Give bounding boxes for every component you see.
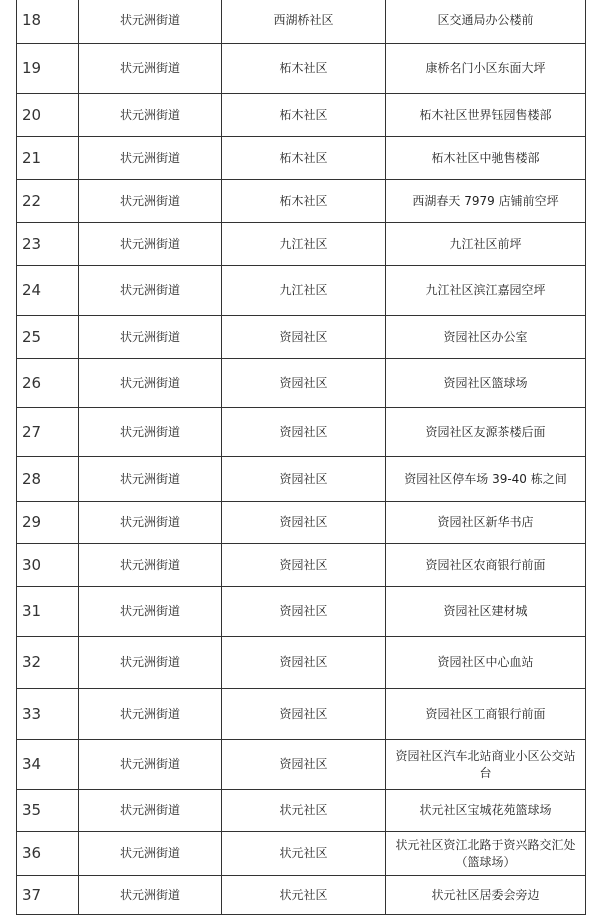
location-cell: 西湖春天 7979 店铺前空坪 bbox=[386, 180, 586, 223]
row-number: 23 bbox=[17, 223, 79, 266]
table-row bbox=[17, 502, 586, 544]
location-cell: 状元社区宝城花苑篮球场 bbox=[386, 790, 586, 832]
location-cell: 康桥名门小区东面大坪 bbox=[386, 44, 586, 94]
location-cell: 九江社区滨江嘉园空坪 bbox=[386, 266, 586, 316]
location-cell: 柘木社区世界钰园售楼部 bbox=[386, 94, 586, 137]
row-number: 29 bbox=[17, 502, 79, 544]
location-cell: 九江社区前坪 bbox=[386, 223, 586, 266]
table-row bbox=[17, 876, 586, 915]
community-cell: 资园社区 bbox=[222, 637, 386, 689]
community-cell: 资园社区 bbox=[222, 544, 386, 587]
table-row bbox=[17, 790, 586, 832]
row-number: 20 bbox=[17, 94, 79, 137]
row-number: 21 bbox=[17, 137, 79, 180]
community-cell: 资园社区 bbox=[222, 740, 386, 790]
table-row bbox=[17, 408, 586, 457]
testing-sites-table bbox=[16, 0, 586, 915]
community-cell: 西湖桥社区 bbox=[222, 0, 386, 44]
street-cell: 状元洲街道 bbox=[79, 637, 222, 689]
row-number: 35 bbox=[17, 790, 79, 832]
street-cell: 状元洲街道 bbox=[79, 502, 222, 544]
community-cell: 状元社区 bbox=[222, 790, 386, 832]
table-row bbox=[17, 457, 586, 502]
row-number: 30 bbox=[17, 544, 79, 587]
row-number: 28 bbox=[17, 457, 79, 502]
street-cell: 状元洲街道 bbox=[79, 0, 222, 44]
street-cell: 状元洲街道 bbox=[79, 832, 222, 876]
community-cell: 资园社区 bbox=[222, 316, 386, 359]
table-row bbox=[17, 637, 586, 689]
table-row bbox=[17, 94, 586, 137]
community-cell: 柘木社区 bbox=[222, 94, 386, 137]
location-cell: 资园社区农商银行前面 bbox=[386, 544, 586, 587]
location-cell: 资园社区中心血站 bbox=[386, 637, 586, 689]
row-number: 34 bbox=[17, 740, 79, 790]
row-number: 25 bbox=[17, 316, 79, 359]
street-cell: 状元洲街道 bbox=[79, 137, 222, 180]
community-cell: 资园社区 bbox=[222, 359, 386, 408]
row-number: 18 bbox=[17, 0, 79, 44]
community-cell: 状元社区 bbox=[222, 832, 386, 876]
row-number: 36 bbox=[17, 832, 79, 876]
street-cell: 状元洲街道 bbox=[79, 359, 222, 408]
street-cell: 状元洲街道 bbox=[79, 790, 222, 832]
table-row bbox=[17, 180, 586, 223]
street-cell: 状元洲街道 bbox=[79, 740, 222, 790]
location-cell: 状元社区居委会旁边 bbox=[386, 876, 586, 915]
table-row bbox=[17, 0, 586, 44]
table-row bbox=[17, 137, 586, 180]
community-cell: 资园社区 bbox=[222, 587, 386, 637]
table-row bbox=[17, 223, 586, 266]
row-number: 32 bbox=[17, 637, 79, 689]
community-cell: 资园社区 bbox=[222, 457, 386, 502]
location-cell: 资园社区友源茶楼后面 bbox=[386, 408, 586, 457]
table-row bbox=[17, 587, 586, 637]
location-cell: 柘木社区中驰售楼部 bbox=[386, 137, 586, 180]
street-cell: 状元洲街道 bbox=[79, 266, 222, 316]
street-cell: 状元洲街道 bbox=[79, 223, 222, 266]
table-row bbox=[17, 544, 586, 587]
street-cell: 状元洲街道 bbox=[79, 44, 222, 94]
community-cell: 资园社区 bbox=[222, 408, 386, 457]
location-cell: 资园社区篮球场 bbox=[386, 359, 586, 408]
location-cell: 区交通局办公楼前 bbox=[386, 0, 586, 44]
community-cell: 九江社区 bbox=[222, 266, 386, 316]
location-cell: 资园社区新华书店 bbox=[386, 502, 586, 544]
street-cell: 状元洲街道 bbox=[79, 316, 222, 359]
street-cell: 状元洲街道 bbox=[79, 689, 222, 740]
community-cell: 九江社区 bbox=[222, 223, 386, 266]
table-row bbox=[17, 316, 586, 359]
street-cell: 状元洲街道 bbox=[79, 457, 222, 502]
table-row bbox=[17, 44, 586, 94]
street-cell: 状元洲街道 bbox=[79, 544, 222, 587]
row-number: 37 bbox=[17, 876, 79, 915]
community-cell: 状元社区 bbox=[222, 876, 386, 915]
location-cell: 资园社区汽车北站商业小区公交站台 bbox=[386, 740, 586, 790]
street-cell: 状元洲街道 bbox=[79, 180, 222, 223]
table-row bbox=[17, 832, 586, 876]
location-cell: 资园社区办公室 bbox=[386, 316, 586, 359]
row-number: 27 bbox=[17, 408, 79, 457]
table-row bbox=[17, 266, 586, 316]
street-cell: 状元洲街道 bbox=[79, 94, 222, 137]
row-number: 31 bbox=[17, 587, 79, 637]
table-row bbox=[17, 359, 586, 408]
street-cell: 状元洲街道 bbox=[79, 408, 222, 457]
street-cell: 状元洲街道 bbox=[79, 587, 222, 637]
table-row bbox=[17, 689, 586, 740]
community-cell: 资园社区 bbox=[222, 502, 386, 544]
table-row bbox=[17, 740, 586, 790]
row-number: 26 bbox=[17, 359, 79, 408]
location-cell: 资园社区建材城 bbox=[386, 587, 586, 637]
row-number: 24 bbox=[17, 266, 79, 316]
row-number: 19 bbox=[17, 44, 79, 94]
location-cell: 资园社区停车场 39-40 栋之间 bbox=[386, 457, 586, 502]
street-cell: 状元洲街道 bbox=[79, 876, 222, 915]
location-cell: 资园社区工商银行前面 bbox=[386, 689, 586, 740]
community-cell: 柘木社区 bbox=[222, 44, 386, 94]
community-cell: 资园社区 bbox=[222, 689, 386, 740]
location-cell: 状元社区资江北路于资兴路交汇处（篮球场） bbox=[386, 832, 586, 876]
row-number: 33 bbox=[17, 689, 79, 740]
community-cell: 柘木社区 bbox=[222, 137, 386, 180]
row-number: 22 bbox=[17, 180, 79, 223]
community-cell: 柘木社区 bbox=[222, 180, 386, 223]
